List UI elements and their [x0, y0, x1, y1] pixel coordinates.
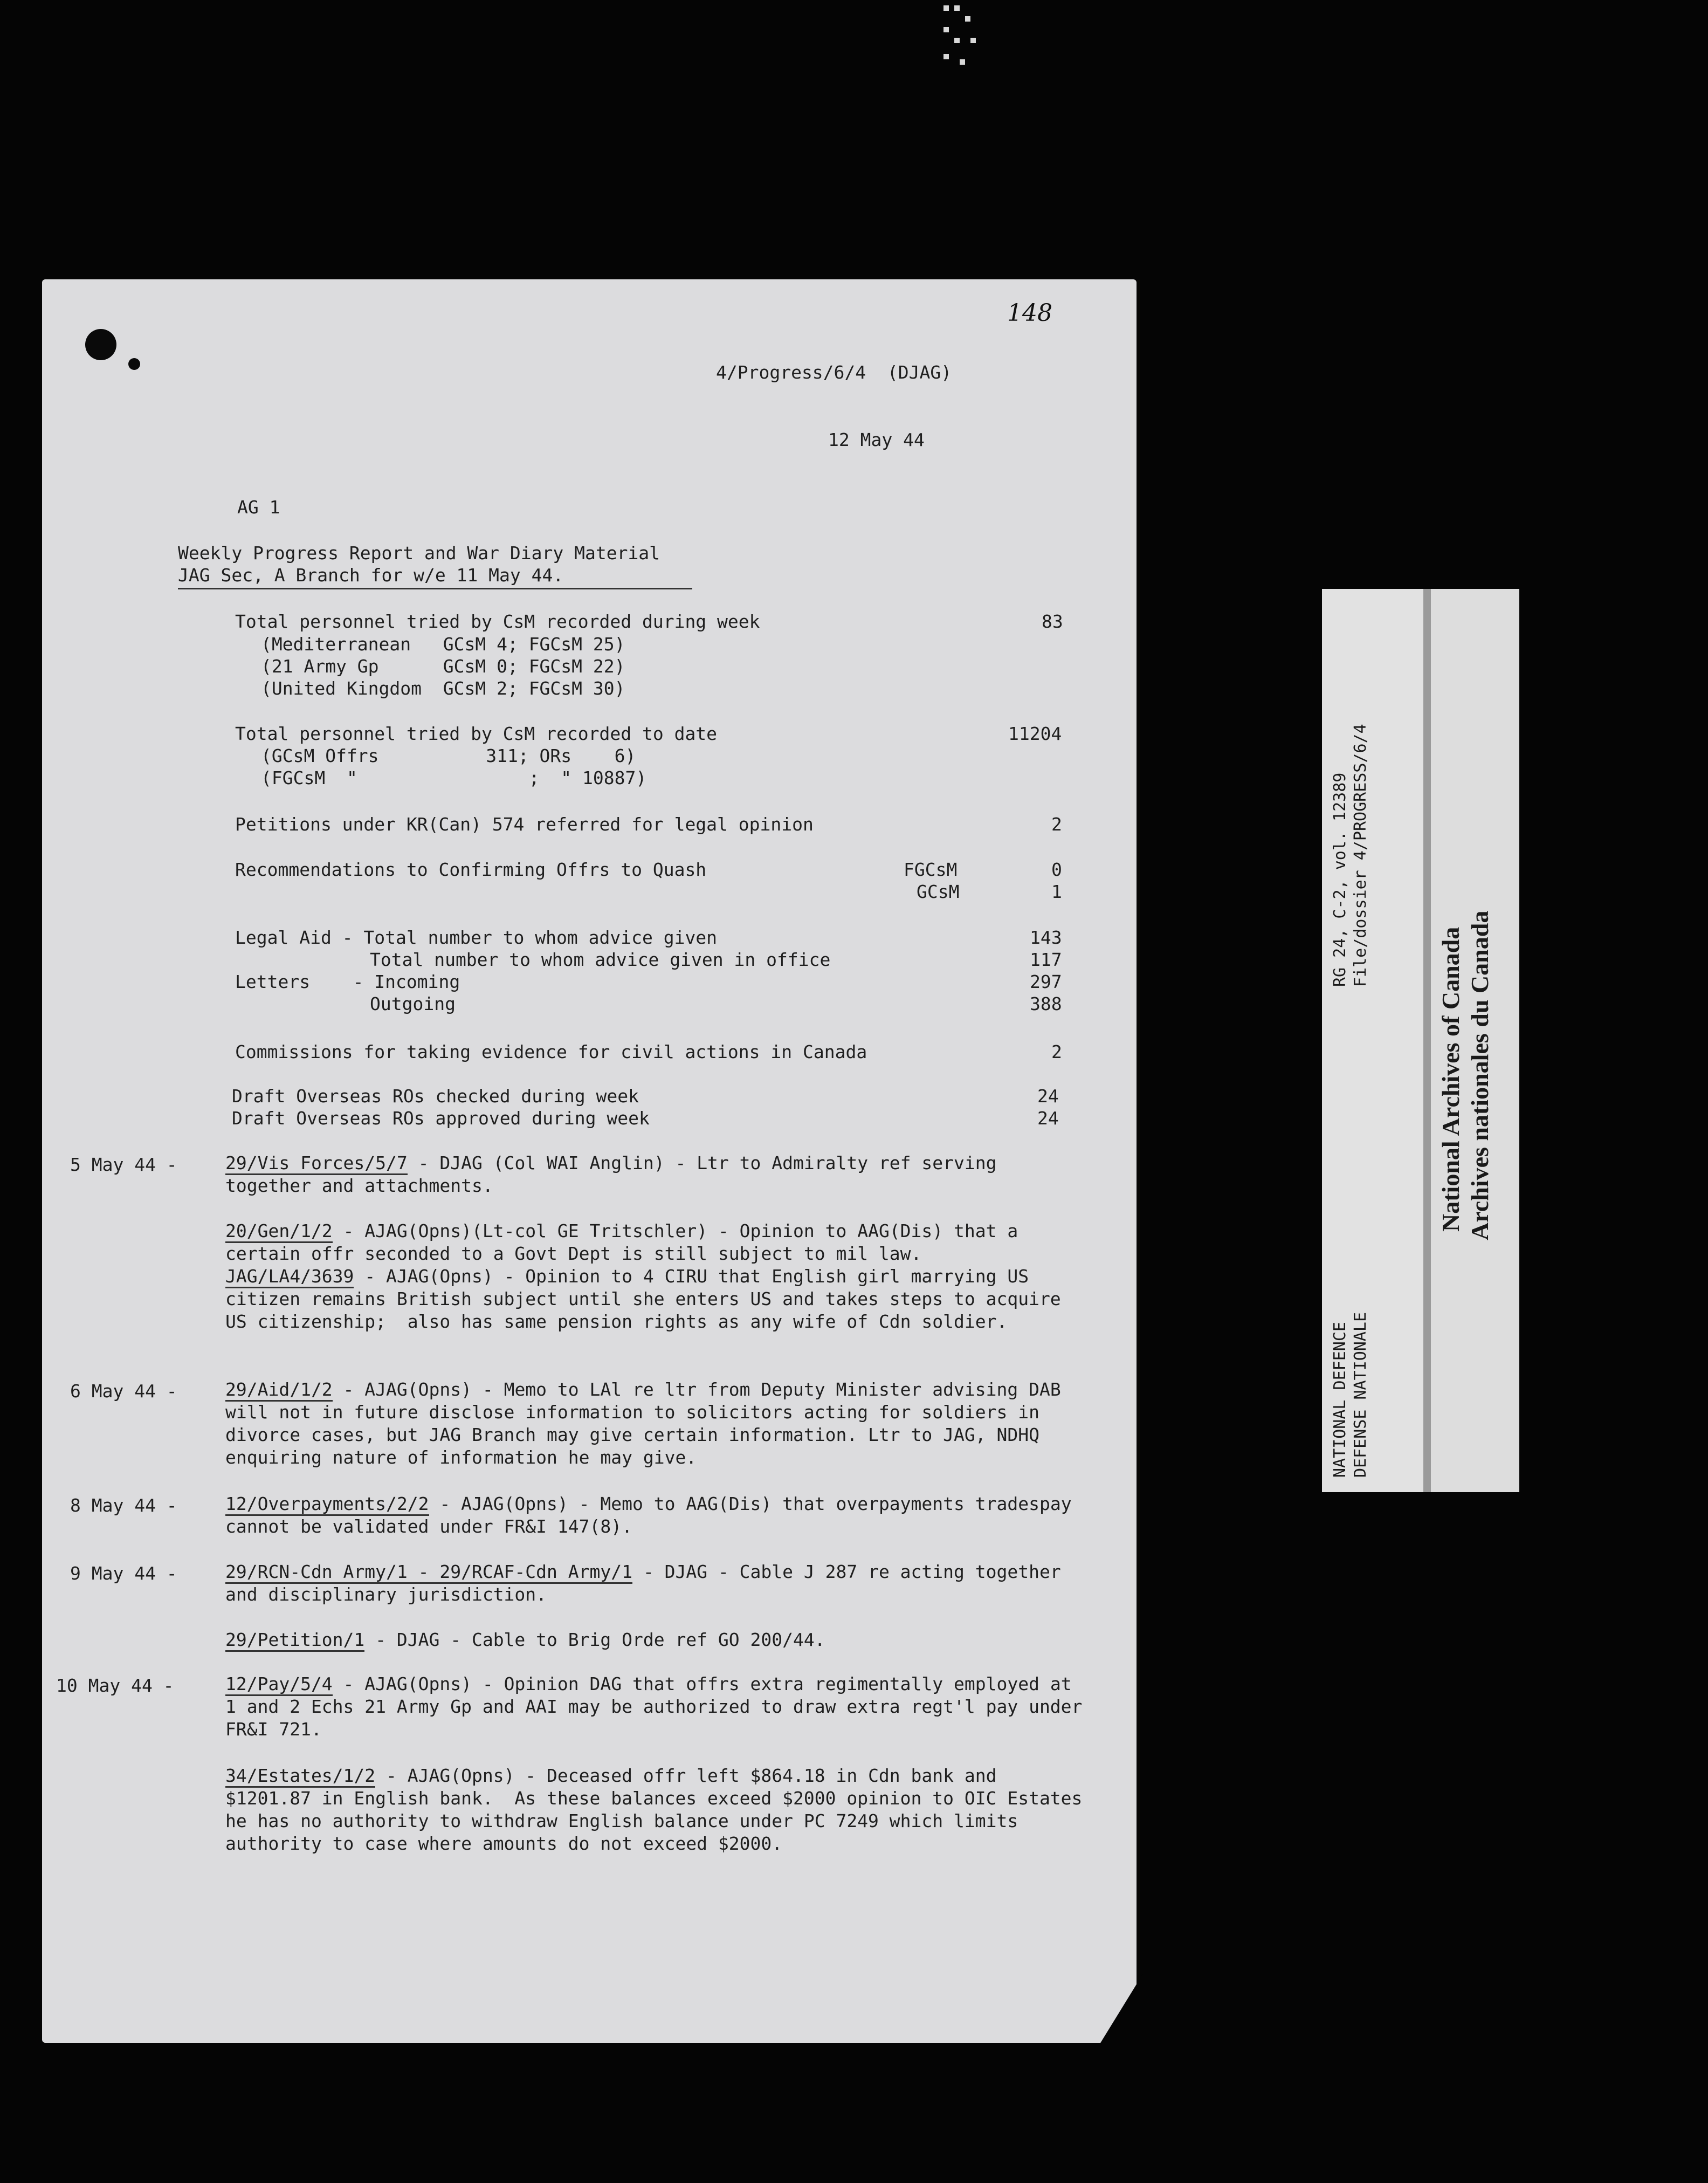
subject-line-2: JAG Sec, A Branch for w/e 11 May 44.: [178, 565, 564, 586]
file-code: 12/Pay/5/4: [225, 1673, 333, 1696]
stat-legal-aid-label: Legal Aid - Total number to whom advice given: [235, 927, 718, 948]
diary-entry: [225, 1629, 1088, 1651]
stat-21-army-gp: (21 Army Gp GCsM 0; FGCsM 22): [261, 656, 625, 677]
entry-date: 8 May 44 -: [70, 1495, 177, 1516]
entry-text: - AJAG(Opns) - Opinion to 4 CIRU that English girl marrying US citizen remains British subject until she enters US and takes steps to acquire US citizenship; also has same pension rights as any wife of Cdn soldier.: [225, 1266, 1072, 1332]
file-code: 29/Vis Forces/5/7: [225, 1152, 408, 1175]
entry-date: 10 May 44 -: [56, 1675, 174, 1696]
stat-ros-approved-value: 24: [1037, 1108, 1059, 1129]
stat-legal-aid-value: 143: [1030, 927, 1062, 948]
stat-total-date-value: 11204: [1008, 723, 1062, 744]
stat-petitions-label: Petitions under KR(Can) 574 referred for legal opinion: [235, 814, 814, 835]
stat-outgoing-value: 388: [1030, 993, 1062, 1014]
stat-letters-label: Letters - Incoming: [235, 971, 460, 992]
entry-text: - AJAG(Opns) - Opinion DAG that offrs extra regimentally employed at 1 and 2 Echs 21 Army Gp and AAI may be authorized to draw extra regt'l pay under FR&I 721.: [225, 1673, 1093, 1740]
stat-total-date-label: Total personnel tried by CsM recorded to date: [235, 723, 718, 744]
stat-gcsm-label: GCsM: [917, 881, 960, 902]
stat-legal-office-label: Total number to whom advice given in office: [370, 949, 831, 970]
stat-gcsm-offrs: (GCsM Offrs 311; ORs 6): [261, 745, 636, 766]
folio-number: 148: [1007, 299, 1052, 327]
file-code: 29/RCN-Cdn Army/1 - 29/RCAF-Cdn Army/1: [225, 1561, 632, 1584]
stat-commissions-value: 2: [1051, 1041, 1062, 1062]
diary-entry: [225, 1265, 1088, 1333]
dept-line-2: DEFENSE NATIONALE: [1351, 1312, 1370, 1478]
diary-entry: [225, 1673, 1093, 1741]
entry-text: - AJAG(Opns) - Memo to LAl re ltr from Deputy Minister advising DAB will not in future disclose information to solicitors acting for soldiers in divorce cases, but JAG Branch may give certain information. Ltr to JAG, NDHQ enquiring nature of information he may give.: [225, 1379, 1072, 1468]
diary-entry: [225, 1561, 1088, 1606]
entry-text: - AJAG(Opns) - Memo to AAG(Dis) that overpayments tradespay cannot be validated under FR&I 147(8).: [225, 1493, 1083, 1537]
diary-entry: [225, 1765, 1093, 1855]
diary-entry: [225, 1493, 1088, 1538]
file-code: JAG/LA4/3639: [225, 1266, 354, 1288]
addressee: AG 1: [237, 497, 280, 518]
file-reference: 4/Progress/6/4 (DJAG): [716, 362, 952, 383]
entry-text: - DJAG - Cable J 287 re acting together and disciplinary jurisdiction.: [225, 1561, 1072, 1605]
document-date: 12 May 44: [828, 429, 925, 450]
stat-total-week-label: Total personnel tried by CsM recorded during week: [235, 611, 760, 632]
stat-letters-in-value: 297: [1030, 971, 1062, 992]
diary-entry: [225, 1220, 1088, 1265]
stat-commissions-label: Commissions for taking evidence for civil actions in Canada: [235, 1041, 867, 1062]
entry-date: 9 May 44 -: [70, 1563, 177, 1584]
file-code: 34/Estates/1/2: [225, 1765, 375, 1788]
entry-text: - AJAG(Opns) - Deceased offr left $864.18 in Cdn bank and $1201.87 in English bank. As these balances exceed $2000 opinion to OIC Estates he has no authority to withdraw English balance under PC 7249 which limits authority to case where amounts do not exceed $2000.: [225, 1765, 1093, 1854]
file-code: 12/Overpayments/2/2: [225, 1493, 429, 1516]
archive-ref-line-2: File/dossier 4/PROGRESS/6/4: [1351, 724, 1370, 987]
subject-underline: [178, 588, 692, 589]
stat-fgcsm-value: 0: [1051, 859, 1062, 880]
punch-hole: [85, 329, 116, 360]
stat-ros-approved-label: Draft Overseas ROs approved during week: [232, 1108, 650, 1129]
file-code: 20/Gen/1/2: [225, 1220, 333, 1243]
stat-mediterranean: (Mediterranean GCsM 4; FGCsM 25): [261, 634, 625, 655]
entry-text: - DJAG (Col WAI Anglin) - Ltr to Admiralty ref serving together and attachments.: [225, 1152, 1008, 1196]
punch-mark: [128, 358, 140, 370]
subject-line-1: Weekly Progress Report and War Diary Material: [178, 543, 660, 564]
entry-text: - DJAG - Cable to Brig Orde ref GO 200/44.: [364, 1629, 825, 1650]
diary-entry: [225, 1378, 1088, 1469]
entry-text: - AJAG(Opns)(Lt-col GE Tritschler) - Opinion to AAG(Dis) that a certain offr seconded to a Govt Dept is still subject to mil law.: [225, 1220, 1029, 1264]
stat-recommend-label: Recommendations to Confirming Offrs to Quash: [235, 859, 707, 880]
stat-total-week-value: 83: [1042, 611, 1063, 632]
entry-date: 6 May 44 -: [70, 1381, 177, 1402]
scan-registration-mark: [938, 0, 990, 70]
stat-outgoing-label: Outgoing: [370, 993, 456, 1014]
file-code: 29/Petition/1: [225, 1629, 364, 1652]
entry-date: 5 May 44 -: [70, 1154, 177, 1175]
stat-gcsm-value: 1: [1051, 881, 1062, 902]
stat-ros-checked-label: Draft Overseas ROs checked during week: [232, 1086, 639, 1107]
stat-petitions-value: 2: [1051, 814, 1062, 835]
stat-ros-checked-value: 24: [1037, 1086, 1059, 1107]
dept-line-1: NATIONAL DEFENCE: [1331, 1322, 1349, 1478]
stat-fgcsm: (FGCsM " ; " 10887): [261, 767, 647, 788]
diary-entry: [225, 1152, 1088, 1197]
stat-united-kingdom: (United Kingdom GCsM 2; FGCsM 30): [261, 678, 625, 699]
file-code: 29/Aid/1/2: [225, 1379, 333, 1402]
archives-name-fr: Archives nationales du Canada: [1466, 910, 1493, 1240]
archive-ref-line-1: RG 24, C-2, vol. 12389: [1331, 772, 1349, 987]
stat-fgcsm-label: FGCsM: [904, 859, 958, 880]
archives-name-en: National Archives of Canada: [1437, 926, 1464, 1232]
stat-legal-office-value: 117: [1030, 949, 1062, 970]
